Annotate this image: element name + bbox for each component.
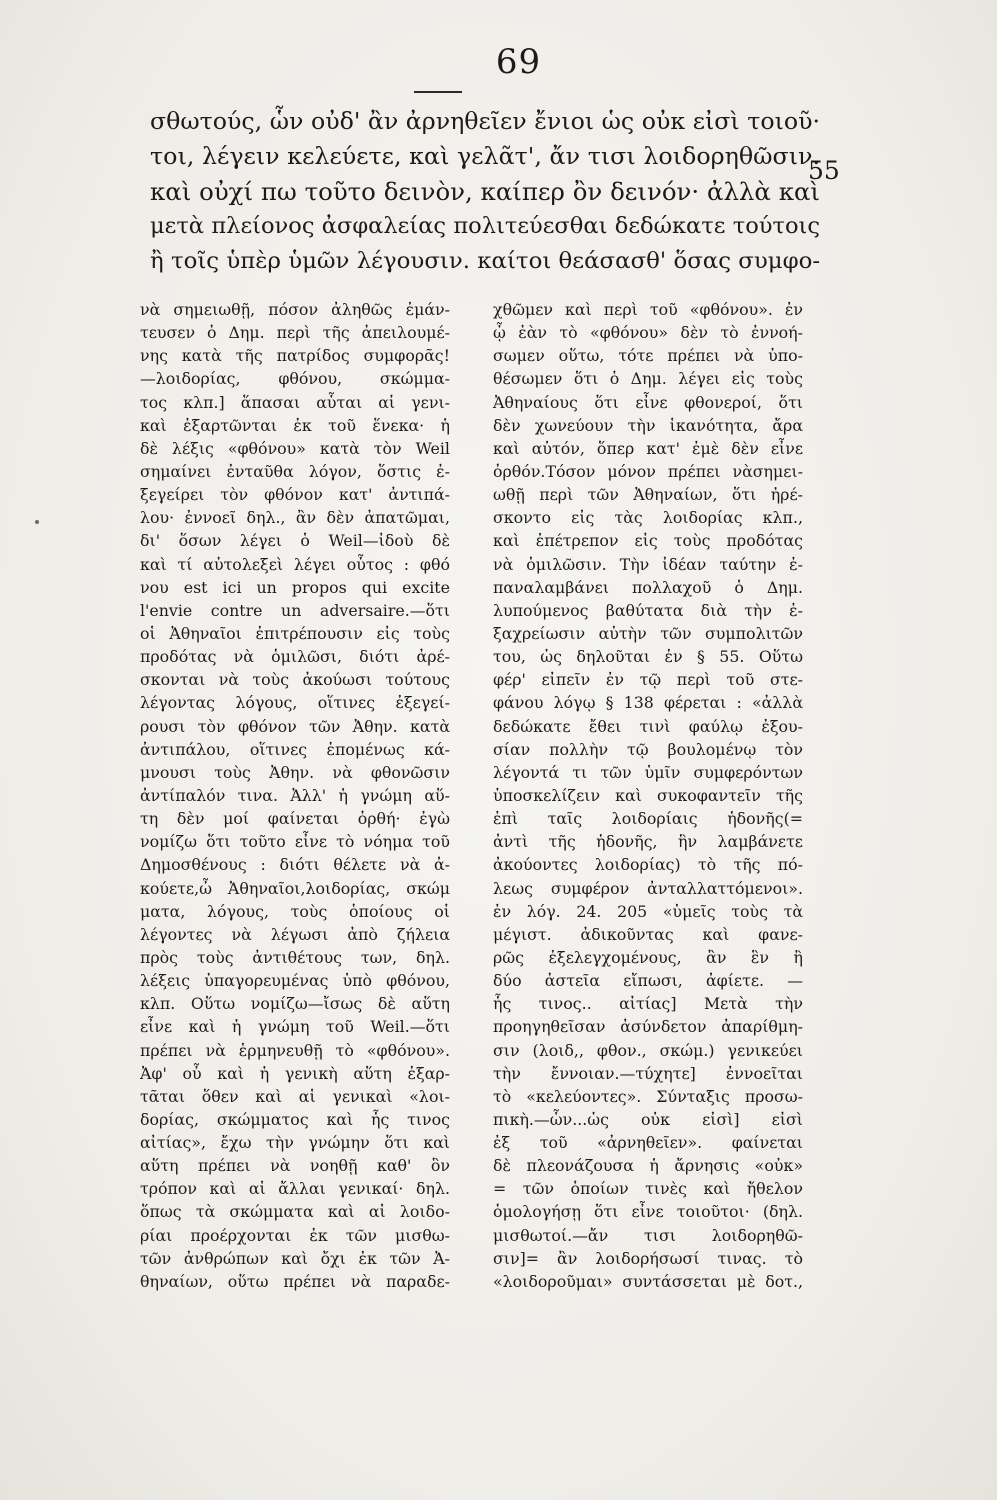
commentary-line: ματα, λόγους, τοὺς ὁποίους οἱ: [140, 901, 450, 921]
commentary-line: ἧς τινος.. αἰτίας] Μετὰ τὴν: [493, 994, 803, 1014]
commentary-line: ἀντίπαλόν τινα. Ἀλλ' ἡ γνώμη αὕ-: [140, 785, 450, 805]
commentary-line: σιν (λοιδ,, φθον., σκώμ.) γενικεύει: [493, 1040, 803, 1060]
commentary-line: μνουσι τοὺς Ἀθην. νὰ φθονῶσιν: [140, 762, 450, 782]
commentary-line: Δημοσθένους : διότι θέλετε νὰ ἀ-: [140, 855, 450, 875]
commentary-line: ἀκούοντες λοιδορίας) τὸ τῆς πό-: [493, 855, 803, 875]
commentary-line: λεως συμφέρον ἀνταλλαττόμενοι».: [493, 878, 803, 898]
commentary-line: ωθῇ περὶ τῶν Ἀθηναίων, ὅτι ἠρέ-: [493, 485, 803, 505]
commentary-line: μέγιστ. ἀδικοῦντας καὶ φανε-: [493, 924, 803, 944]
commentary-line: νὰ ὁμιλῶσιν. Τὴν ἰδέαν ταύτην ἐ-: [493, 554, 803, 574]
main-text-line: ἢ τοῖς ὑπὲρ ὑμῶν λέγουσιν. καίτοι θεάσασθ' ὅσας συμφο-: [150, 248, 821, 274]
commentary-line: ἐπὶ ταῖς λοιδορίαις ἡδονῆς(=: [493, 809, 803, 829]
commentary-line: πρέπει νὰ ἑρμηνευθῇ τὸ «φθόνου».: [140, 1040, 450, 1060]
paper-speck: [35, 520, 39, 524]
main-text-line: σθωτούς, ὧν οὐδ' ἂν ἀρνηθεῖεν ἔνιοι ὡς οὐκ εἰσὶ τοιοῦ·: [150, 107, 820, 135]
commentary-line: δὲν χωνεύουν τὴν ἱκανότητα, ἄρα: [493, 415, 803, 435]
commentary-line: πρὸς τοὺς ἀντιθέτους των, δηλ.: [140, 947, 450, 967]
line-number: 55: [808, 156, 840, 185]
commentary-line: ἀντὶ τῆς ἡδονῆς, ἣν λαμβάνετε: [493, 832, 803, 852]
commentary-right-column: [493, 298, 803, 1293]
commentary-line: τευσεν ὁ Δημ. περὶ τῆς ἀπειλουμέ-: [140, 323, 450, 343]
commentary-line: δὲ πλεονάζουσα ἡ ἄρνησις «οὐκ»: [493, 1156, 803, 1176]
commentary-line: «λοιδοροῦμαι» συντάσσεται μὲ δοτ.,: [493, 1271, 803, 1291]
commentary-line: λέγοντες νὰ λέγωσι ἀπὸ ζήλεια: [140, 924, 450, 944]
commentary-line: προδότας νὰ ὁμιλῶσι, διότι ἀρέ-: [140, 647, 450, 667]
commentary-line: λέγοντας λόγους, οἵτινες ἐξεγεί-: [140, 693, 450, 713]
commentary-line: ἐν λόγ. 24. 205 «ὑμεῖς τοὺς τὰ: [493, 901, 803, 921]
commentary-line: κούετε,ὦ Ἀθηναῖοι,λοιδορίας, σκώμ: [140, 878, 450, 898]
commentary-line: του, ὡς δηλοῦται ἐν § 55. Οὕτω: [493, 647, 803, 667]
commentary-line: l'envie contre un adversaire.—ὅτι: [140, 600, 450, 620]
commentary-line: δύο ἀστεῖα εἴπωσι, ἀφίετε. —: [493, 971, 803, 991]
commentary-line: σωμεν οὕτω, τότε πρέπει νὰ ὑπο-: [493, 346, 803, 366]
commentary-line: χθῶμεν καὶ περὶ τοῦ «φθόνου». ἐν: [493, 300, 803, 319]
main-text-line: μετὰ πλείονος ἀσφαλείας πολιτεύεσθαι δεδώκατε τούτοις: [150, 213, 820, 239]
commentary-line: νομίζω ὅτι τοῦτο εἶνε τὸ νόημα τοῦ: [140, 832, 450, 852]
commentary-line: καὶ τί αὐτολεξεὶ λέγει οὗτος : φθό: [140, 554, 450, 574]
commentary-line: ἐξ τοῦ «ἀρνηθεῖεν». φαίνεται: [493, 1133, 803, 1153]
commentary-line: ἀντιπάλου, οἵτινες ἑπομένως κά-: [140, 739, 450, 759]
commentary-line: δορίας, σκώμματος καὶ ἧς τινος: [140, 1109, 450, 1129]
commentary-line: νὰ σημειωθῇ, πόσον ἀληθῶς ἐμάν-: [140, 300, 450, 319]
commentary-line: ὁμολογήσῃ ὅτι εἶνε τοιοῦτοι· (δηλ.: [493, 1202, 803, 1222]
commentary-line: Ἀφ' οὗ καὶ ἡ γενικὴ αὕτη ἐξαρ-: [140, 1063, 450, 1083]
commentary-line: οἱ Ἀθηναῖοι ἐπιτρέπουσιν εἰς τοὺς: [140, 623, 450, 643]
header-rule: [414, 91, 462, 93]
commentary-line: πικὴ.—ὧν...ὡς οὐκ εἰσὶ] εἰσὶ: [493, 1109, 803, 1129]
commentary-line: αὕτη πρέπει νὰ νοηθῇ καθ' ὃν: [140, 1156, 450, 1176]
commentary-line: λου· ἐννοεῖ δηλ., ἂν δὲν ἀπατῶμαι,: [140, 508, 450, 528]
commentary-line: ξεγείρει τὸν φθόνον κατ' ἀντιπά-: [140, 485, 450, 505]
commentary-line: Ἀθηναίους ὅτι εἶνε φθονεροί, ὅτι: [493, 392, 803, 412]
commentary-line: δὲ λέξις «φθόνου» κατὰ τὸν Weil: [140, 438, 450, 458]
commentary-left-column: [140, 298, 450, 1293]
commentary-line: καὶ ἐξαρτῶνται ἐκ τοῦ ἕνεκα· ἡ: [140, 415, 450, 435]
commentary-line: νου est ici un propos qui excite: [140, 577, 450, 597]
commentary-line: παναλαμβάνει πολλαχοῦ ὁ Δημ.: [493, 577, 803, 597]
main-text-line: τοι, λέγειν κελεύετε, καὶ γελᾶτ', ἄν τισι λοιδορηθῶσιν.: [150, 142, 820, 170]
commentary-line: ρίαι προέρχονται ἐκ τῶν μισθω-: [140, 1225, 450, 1245]
commentary-line: φέρ' εἰπεῖν ἐν τῷ περὶ τοῦ στε-: [493, 670, 803, 690]
commentary-line: εἶνε καὶ ἡ γνώμη τοῦ Weil.—ὅτι: [140, 1017, 450, 1037]
commentary-line: σίαν πολλὴν τῷ βουλομένῳ τὸν: [493, 739, 803, 759]
page-number: 69: [495, 42, 542, 82]
commentary-line: προηγηθεῖσαν ἀσύνδετον ἀπαρίθμη-: [493, 1017, 803, 1037]
commentary-line: σκονται νὰ τοὺς ἀκούωσι τούτους: [140, 670, 450, 690]
commentary-line: ρῶς ἐξελεγχομένους, ἂν ἓν ἢ: [493, 947, 803, 967]
commentary-line: τᾶται ὅθεν καὶ αἱ γενικαὶ «λοι-: [140, 1086, 450, 1106]
commentary-line: νης κατὰ τῆς πατρίδος συμφορᾶς!: [140, 346, 450, 366]
commentary-line: τῶν ἀνθρώπων καὶ ὄχι ἐκ τῶν Ἀ-: [140, 1248, 450, 1268]
commentary-line: σκοντο εἰς τὰς λοιδορίας κλπ.,: [493, 508, 803, 528]
commentary-line: καὶ αὐτόν, ὅπερ κατ' ἐμὲ δὲν εἶνε: [493, 438, 803, 458]
commentary-line: τος κλπ.] ἅπασαι αὗται αἱ γενι-: [140, 392, 450, 412]
commentary-line: τὸ «κελεύοντες». Σύνταξις προσω-: [493, 1086, 803, 1106]
commentary-line: λυπούμενος βαθύτατα διὰ τὴν ἐ-: [493, 600, 803, 620]
commentary-line: = τῶν ὁποίων τινὲς καὶ ἤθελον: [493, 1179, 803, 1199]
commentary-line: καὶ ἐπέτρεπον εἰς τοὺς προδότας: [493, 531, 803, 551]
commentary-line: λέγοντά τι τῶν ὑμῖν συμφερόντων: [493, 762, 803, 782]
commentary-line: ξαχρείωσιν αὐτὴν τῶν συμπολιτῶν: [493, 623, 803, 643]
commentary-line: σημαίνει ἐνταῦθα λόγον, ὅστις ἐ-: [140, 461, 450, 481]
commentary-line: ὀρθόν.Τόσον μόνον πρέπει νὰσημει-: [493, 461, 803, 481]
commentary-line: δεδώκατε ἔθει τινὶ φαύλῳ ἐξου-: [493, 716, 803, 736]
main-text-line: καὶ οὐχί πω τοῦτο δεινὸν, καίπερ ὂν δεινόν· ἀλλὰ καὶ: [150, 177, 820, 206]
commentary-line: δι' ὅσων λέγει ὁ Weil—ἰδοὺ δὲ: [140, 531, 450, 551]
commentary-line: τη δὲν μοί φαίνεται ὀρθή· ἐγὼ: [140, 809, 450, 829]
commentary-line: θηναίων, οὕτω πρέπει νὰ παραδε-: [140, 1271, 450, 1291]
commentary-line: φάνου λόγῳ § 138 φέρεται : «ἀλλὰ: [493, 693, 803, 713]
commentary-line: μισθωτοί.—ἄν τισι λοιδορηθῶ-: [493, 1225, 803, 1245]
commentary-line: κλπ. Οὕτω νομίζω—ἴσως δὲ αὕτη: [140, 994, 450, 1014]
commentary-line: τρόπον καὶ αἱ ἄλλαι γενικαί· δηλ.: [140, 1179, 450, 1199]
commentary-line: ὅπως τὰ σκώμματα καὶ αἱ λοιδο-: [140, 1202, 450, 1222]
commentary-line: ᾧ ἐὰν τὸ «φθόνου» δὲν τὸ ἐννοή-: [493, 323, 803, 343]
commentary-line: —λοιδορίας, φθόνου, σκώμμα-: [140, 369, 450, 389]
main-text: [150, 104, 820, 279]
commentary-line: αἰτίας», ἔχω τὴν γνώμην ὅτι καὶ: [140, 1133, 450, 1153]
commentary-line: λέξεις ὑπαγορευμένας ὑπὸ φθόνου,: [140, 971, 450, 991]
commentary-line: θέσωμεν ὅτι ὁ Δημ. λέγει εἰς τοὺς: [493, 369, 803, 389]
commentary-line: σιν]= ἂν λοιδορήσωσί τινας. τὸ: [493, 1248, 803, 1268]
commentary-line: ὑποσκελίζειν καὶ συκοφαντεῖν τῆς: [493, 785, 803, 805]
commentary-line: τὴν ἔννοιαν.—τύχητε] ἐννοεῖται: [493, 1063, 803, 1083]
commentary-line: ρουσι τὸν φθόνον τῶν Ἀθην. κατὰ: [140, 716, 450, 736]
